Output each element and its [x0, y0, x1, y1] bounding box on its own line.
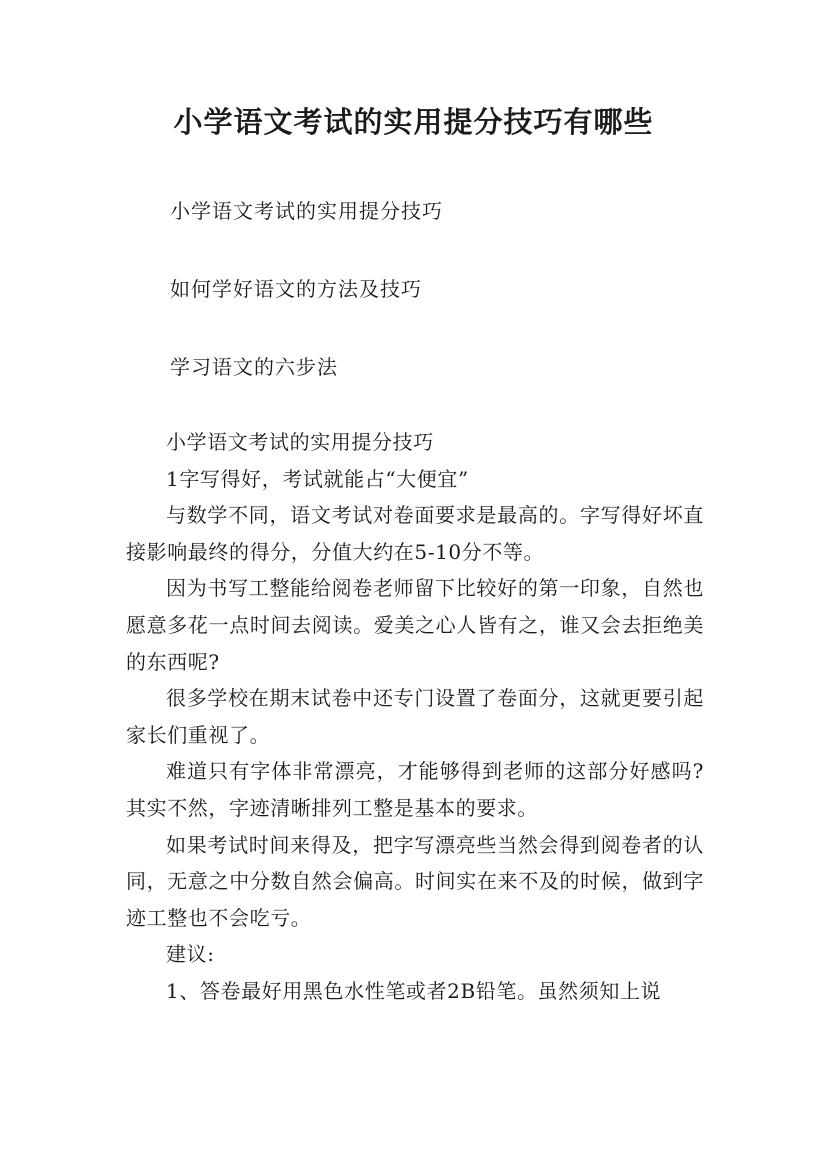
- toc-item-3: 学习语文的六步法: [170, 355, 338, 379]
- body-paragraph: 很多学校在期末试卷中还专门设置了卷面分，这就更要引起家长们重视了。: [126, 686, 704, 747]
- body-paragraph: 如果考试时间来得及，把字写漂亮些当然会得到阅卷者的认同，无意之中分数自然会偏高。时间实在来不及的时候，做到字迹工整也不会吃亏。: [126, 832, 704, 930]
- section-heading: 小学语文考试的实用提分技巧: [166, 430, 434, 454]
- toc-item-1: 小学语文考试的实用提分技巧: [170, 199, 443, 223]
- toc-item-2: 如何学好语文的方法及技巧: [170, 277, 422, 301]
- subsection-heading: 1字写得好，考试就能占“大便宜”: [166, 466, 469, 491]
- body-paragraph: 与数学不同，语文考试对卷面要求是最高的。字写得好坏直接影响最终的得分，分值大约在5-10分不等。: [126, 503, 704, 564]
- body-paragraph: 难道只有字体非常漂亮，才能够得到老师的这部分好感吗?其实不然，字迹清晰排列工整是基本的要求。: [126, 759, 704, 820]
- document-body: [126, 424, 704, 1010]
- body-paragraph: 1、答卷最好用黑色水性笔或者2B铅笔。虽然须知上说: [166, 978, 662, 1003]
- body-paragraph: 因为书写工整能给阅卷老师留下比较好的第一印象，自然也愿意多花一点时间去阅读。爱美之心人皆有之，谁又会去拒绝美的东西呢?: [126, 576, 704, 674]
- suggestion-label: 建议:: [166, 942, 215, 967]
- document-title: 小学语文考试的实用提分技巧有哪些: [173, 105, 654, 139]
